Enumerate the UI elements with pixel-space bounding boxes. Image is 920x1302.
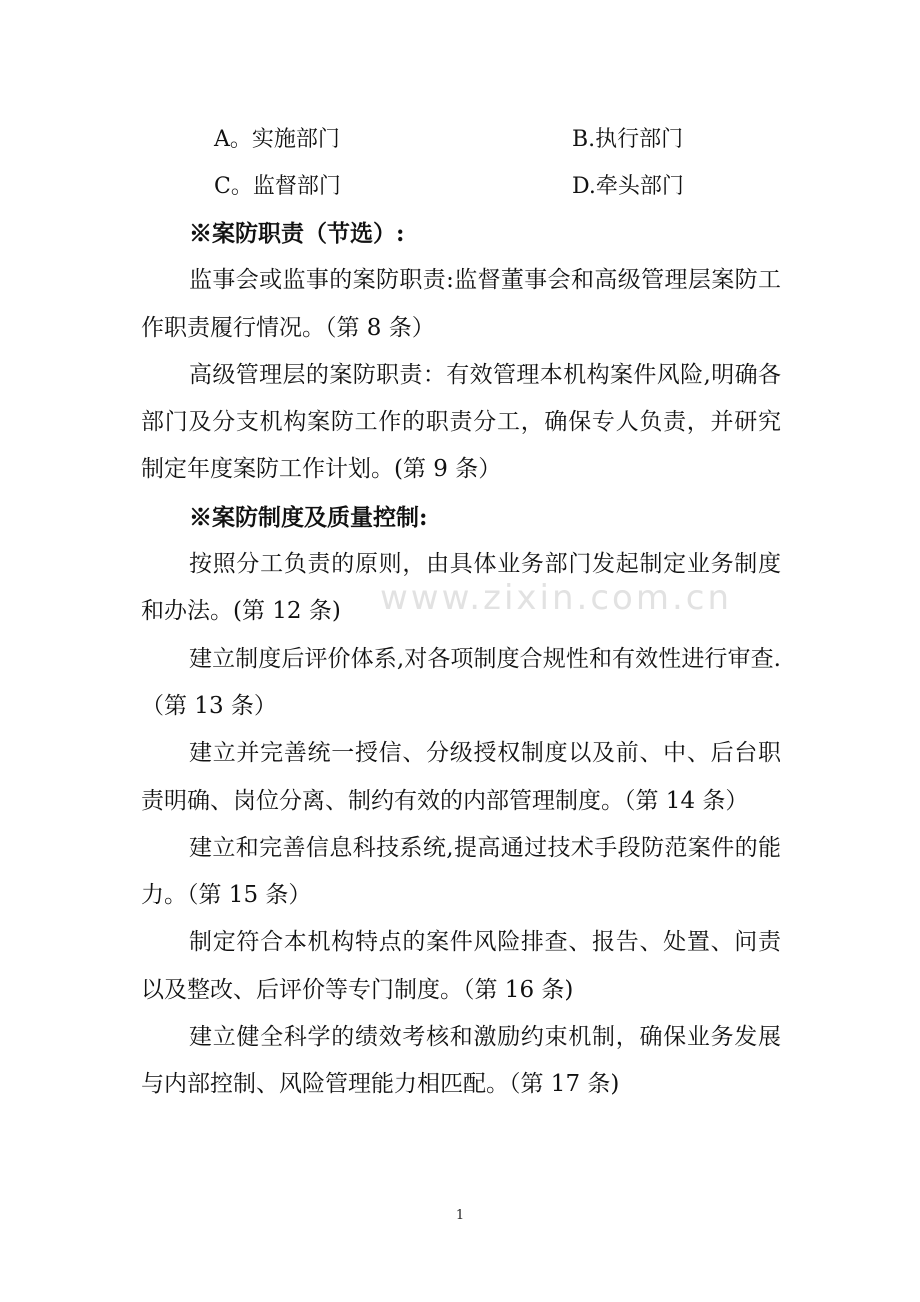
paragraph: 建立健全科学的绩效考核和激励约束机制，确保业务发展与内部控制、风险管理能力相匹配。（第 17 条) (141, 1024, 781, 1098)
paragraph: 建立并完善统一授信、分级授权制度以及前、中、后台职责明确、岗位分离、制约有效的内部管理制度。（第 14 条） (141, 740, 781, 814)
paragraph: 按照分工负责的原则，由具体业务部门发起制定业务制度和办法。(第 12 条) (141, 551, 781, 625)
option-a: A。实施部门 (214, 127, 340, 152)
options-row-2 (0, 163, 920, 210)
paragraph: 高级管理层的案防职责：有效管理本机构案件风险,明确各部门及分支机构案防工作的职责分工，确保专人负责，并研究制定年度案防工作计划。(第 9 条） (141, 361, 781, 483)
section-heading: ※案防职责（节选）: (189, 220, 405, 247)
page-number: 1 (455, 1208, 465, 1223)
paragraph: 建立制度后评价体系,对各项制度合规性和有效性进行审查.（第 13 条） (141, 645, 781, 719)
answer-options (0, 116, 920, 210)
paragraph: 制定符合本机构特点的案件风险排查、报告、处置、问责以及整改、后评价等专门制度。（第 16 条) (141, 929, 781, 1003)
paragraph: 建立和完善信息科技系统,提高通过技术手段防范案件的能力。（第 15 条） (141, 834, 781, 909)
option-b: B.执行部门 (572, 127, 684, 152)
section-heading: ※案防制度及质量控制: (189, 503, 428, 531)
option-c: C。监督部门 (214, 174, 341, 199)
option-d: D.牵头部门 (572, 174, 684, 199)
paragraph: 监事会或监事的案防职责:监督董事会和高级管理层案防工作职责履行情况。（第 8 条） (141, 267, 781, 341)
options-row-1 (0, 116, 920, 163)
watermark: www.zixin.com.cn (380, 578, 732, 618)
document-body (141, 210, 781, 1109)
